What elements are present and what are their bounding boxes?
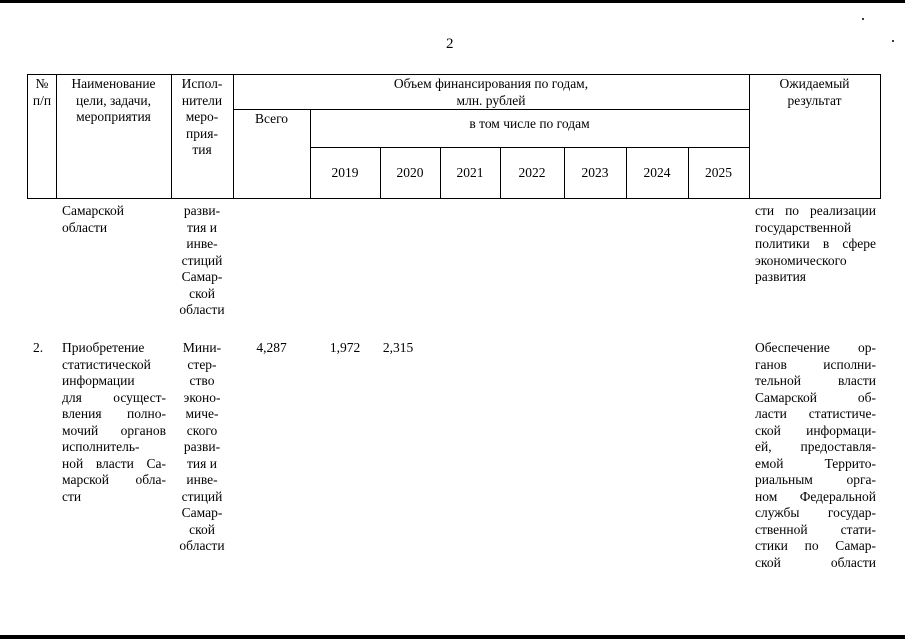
- header-by-years: в том числе по годам: [469, 116, 590, 131]
- row2-executor: Мини- стер- ство эконо- миче- ского разви- тия и инве- стиций Самар- ской области: [179, 340, 225, 553]
- header-year-2021: 2021: [456, 165, 484, 180]
- page-number: 2: [446, 36, 454, 52]
- row2-year-2020: 2,315: [382, 340, 414, 355]
- top-border: [0, 0, 905, 3]
- header-funding: Объем финансирования по годам, млн. рублей: [393, 76, 589, 108]
- scan-speck: [892, 40, 894, 42]
- continued-row-executor: разви- тия и инве- стиций Самар- ской области: [179, 203, 225, 317]
- bottom-border: [0, 635, 905, 639]
- continued-row-result: сти по реализации государственной политики в сфере экономического развития: [755, 203, 876, 284]
- header-result: Ожидаемый результат: [779, 76, 850, 108]
- header-year-2022: 2022: [518, 165, 546, 180]
- header-year-2019: 2019: [331, 165, 359, 180]
- header-number: № п/п: [32, 76, 52, 108]
- header-year-2020: 2020: [396, 165, 424, 180]
- row2-name: Приобретение статистической информации для осущест- вления полно- мочий органов исполнитель- ной власти Са- марской обла- сти: [62, 340, 166, 504]
- header-total: Всего: [254, 111, 289, 126]
- header-year-2024: 2024: [643, 165, 671, 180]
- continued-row-name: Самарской области: [62, 203, 125, 235]
- header-executors: Испол- нители меро- прия- тия: [181, 76, 223, 157]
- header-name: Наименование цели, задачи, мероприятия: [71, 76, 156, 124]
- header-year-2023: 2023: [581, 165, 609, 180]
- row2-total: 4,287: [256, 340, 287, 355]
- row2-year-2019: 1,972: [329, 340, 361, 355]
- scan-speck: [862, 18, 864, 20]
- header-year-2025: 2025: [705, 165, 732, 180]
- row2-result: Обеспечение ор- ганов исполни- тельной власти Самарской об- ласти статистиче- ской информаци- ей, предоставля- емой Террито- риальным орга- ном Федеральной службы государ- ственной стати- стики по Самар- ской области: [755, 340, 876, 570]
- row2-number: 2.: [33, 340, 44, 355]
